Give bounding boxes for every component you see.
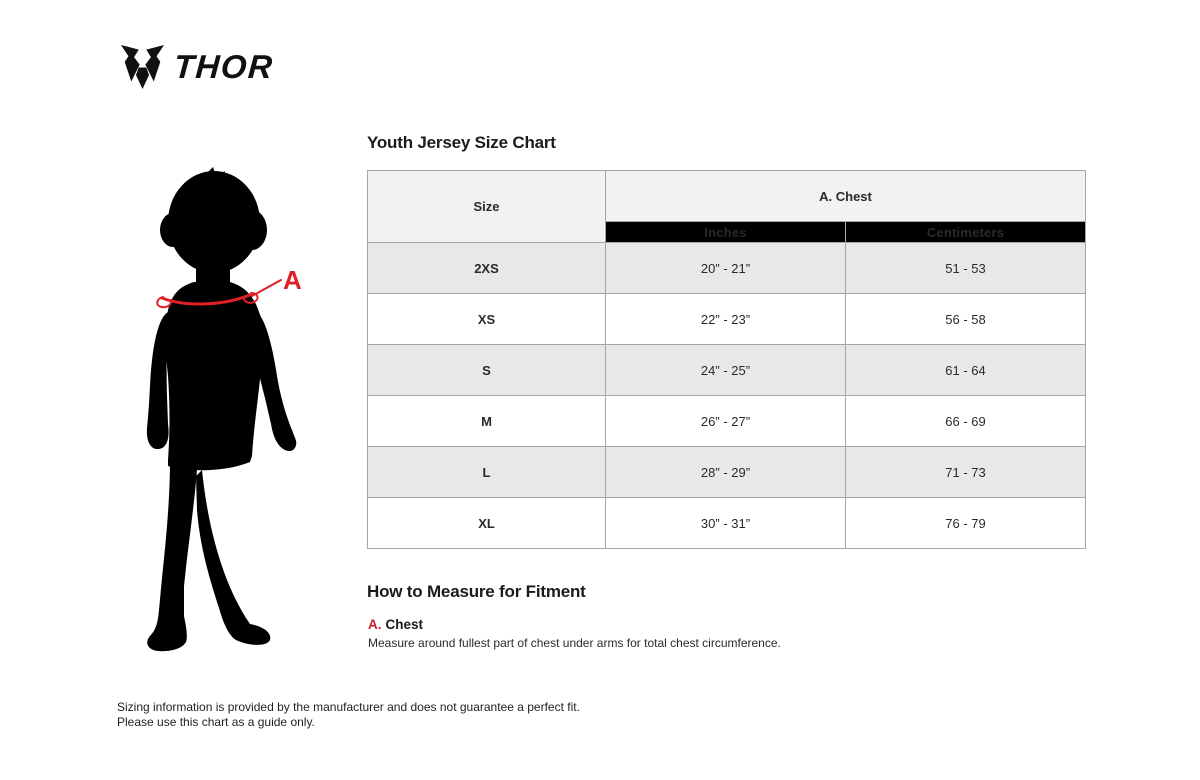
size-value: 2XS	[368, 243, 606, 294]
inches-value: 22” - 23”	[606, 294, 846, 345]
measure-item-chest	[368, 617, 423, 632]
size-value: XS	[368, 294, 606, 345]
unit-header-inches: Inches	[606, 222, 846, 243]
centimeters-value: 61 - 64	[846, 345, 1086, 396]
size-value: M	[368, 396, 606, 447]
centimeters-value: 76 - 79	[846, 498, 1086, 549]
measure-section-heading: How to Measure for Fitment	[367, 582, 586, 601]
table-row	[368, 447, 1086, 498]
child-silhouette	[140, 166, 345, 660]
sizing-disclaimer	[117, 700, 580, 730]
inches-value: 26” - 27”	[606, 396, 846, 447]
chest-marker-label: A	[283, 265, 302, 295]
inches-value: 20” - 21”	[606, 243, 846, 294]
inches-value: 28” - 29”	[606, 447, 846, 498]
centimeters-value: 51 - 53	[846, 243, 1086, 294]
measure-item-label: Chest	[385, 617, 424, 632]
table-row	[368, 498, 1086, 549]
size-value: L	[368, 447, 606, 498]
inches-value: 24” - 25”	[606, 345, 846, 396]
size-value: S	[368, 345, 606, 396]
chest-column-header: A. Chest	[606, 171, 1086, 222]
table-row	[368, 243, 1086, 294]
size-value: XL	[368, 498, 606, 549]
table-row	[368, 345, 1086, 396]
disclaimer-line-2: Please use this chart as a guide only.	[117, 715, 315, 729]
measure-item-letter: A.	[368, 617, 382, 632]
measure-item-description: Measure around fullest part of chest under arms for total chest circumference.	[368, 636, 781, 650]
unit-header-centimeters: Centimeters	[846, 222, 1086, 243]
thor-emblem-icon	[120, 44, 165, 89]
centimeters-value: 66 - 69	[846, 396, 1086, 447]
inches-value: 30” - 31”	[606, 498, 846, 549]
centimeters-value: 56 - 58	[846, 294, 1086, 345]
centimeters-value: 71 - 73	[846, 447, 1086, 498]
brand-wordmark: THOR	[172, 48, 275, 85]
brand-logo	[120, 44, 274, 89]
table-row	[368, 396, 1086, 447]
size-table	[367, 170, 1086, 549]
size-column-header: Size	[368, 171, 606, 243]
size-chart-title: Youth Jersey Size Chart	[367, 133, 556, 152]
table-row	[368, 294, 1086, 345]
disclaimer-line-1: Sizing information is provided by the manufacturer and does not guarantee a perfect fit.	[117, 700, 580, 714]
